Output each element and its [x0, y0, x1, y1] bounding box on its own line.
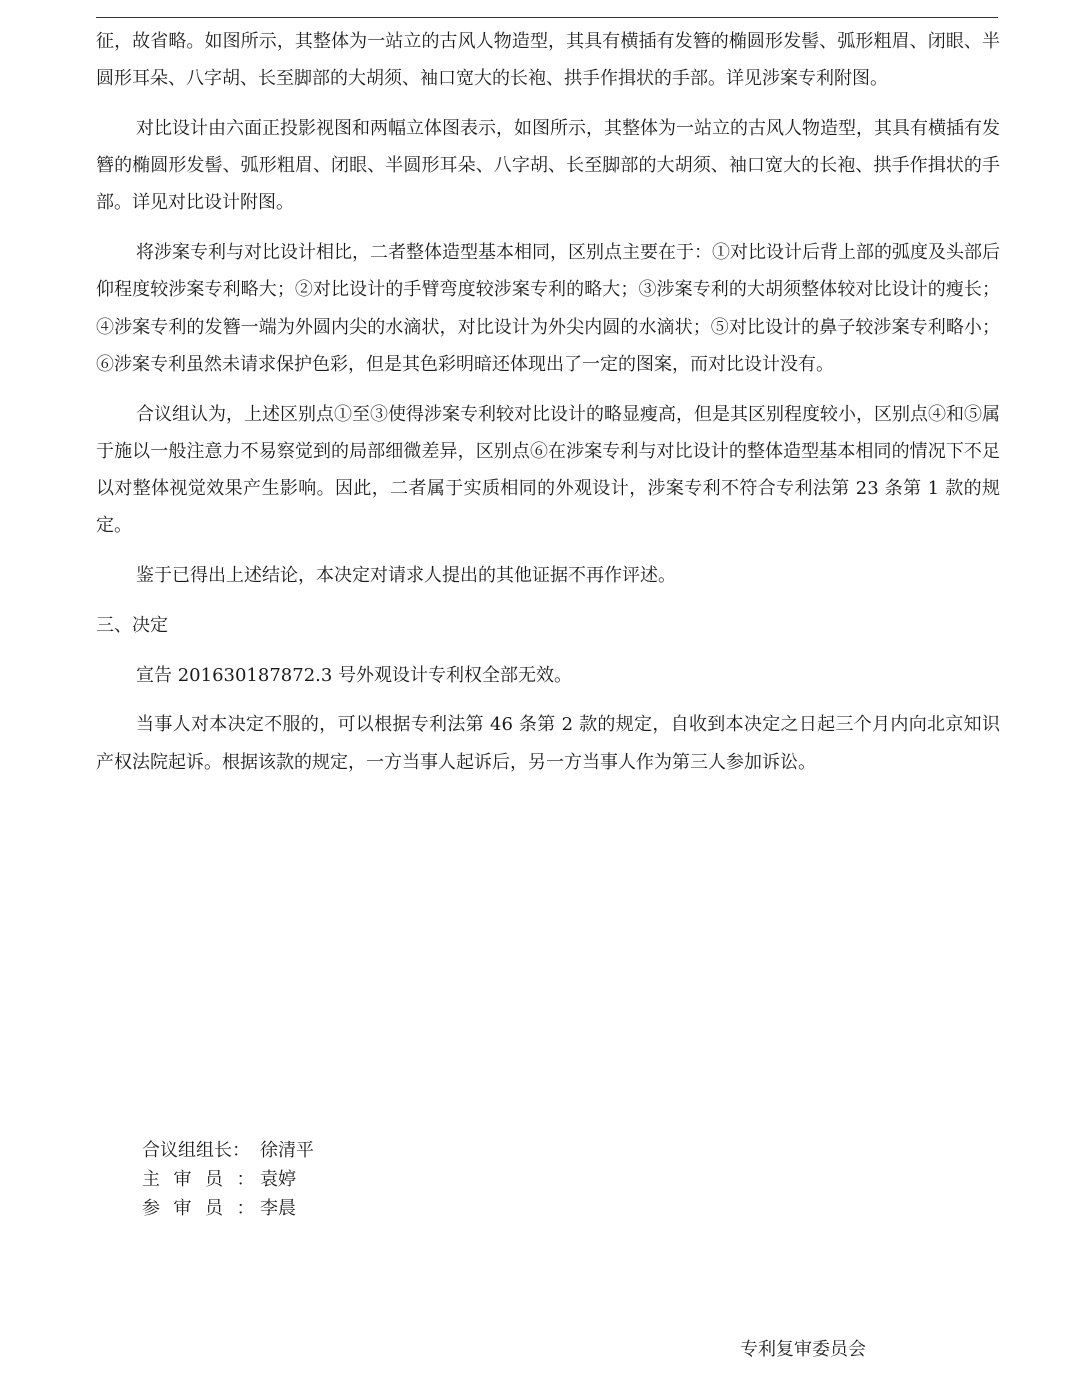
- signature-row-chief-examiner: [142, 1165, 314, 1194]
- signature-row-chair: [142, 1136, 314, 1165]
- paragraph-panel-opinion: 合议组认为，上述区别点①至③使得涉案专利较对比设计的略显瘦高，但是其区别程度较小，区别点④和⑤属于施以一般注意力不易察觉到的局部细微差异，区别点⑥在涉案专利与对比设计的整体造型基本相同的情况下不足以对整体视觉效果产生影响。因此，二者属于实质相同的外观设计，涉案专利不符合专利法第 23 条第 1 款的规定。: [96, 403, 1000, 537]
- paragraph-appeal-notice: 当事人对本决定不服的，可以根据专利法第 46 条第 2 款的规定，自收到本决定之日起三个月内向北京知识产权法院起诉。根据该款的规定，一方当事人起诉后，另一方当事人作为第三人参加诉讼。: [96, 714, 1000, 773]
- signature-role: 参审员：: [142, 1198, 268, 1219]
- signature-row-participating-examiner: [142, 1194, 314, 1223]
- signature-name: 袁婷: [260, 1169, 296, 1190]
- issuing-committee: 专利复审委员会: [740, 1339, 866, 1360]
- document-body: [96, 23, 1000, 781]
- signature-name: 李晨: [260, 1198, 296, 1219]
- paragraph-differences: 将涉案专利与对比设计相比，二者整体造型基本相同，区别点主要在于：①对比设计后背上部的弧度及头部后仰程度较涉案专利略大；②对比设计的手臂弯度较涉案专利的略大；③涉案专利的大胡须整体较对比设计的瘦长；④涉案专利的发簪一端为外圆内尖的水滴状，对比设计为外尖内圆的水滴状；⑤对比设计的鼻子较涉案专利略小；⑥涉案专利虽然未请求保护色彩，但是其色彩明暗还体现出了一定的图案，而对比设计没有。: [96, 242, 1000, 375]
- signature-role: 合议组组长：: [142, 1140, 250, 1161]
- top-rule: [96, 17, 998, 18]
- paragraph-comparison-design: 对比设计由六面正投影视图和两幅立体图表示，如图所示，其整体为一站立的古风人物造型，其具有横插有发簪的椭圆形发髻、弧形粗眉、闭眼、半圆形耳朵、八字胡、长至脚部的大胡须、袖口宽大的长袍、拱手作揖状的手部。详见对比设计附图。: [96, 118, 1000, 214]
- signature-role: 主审员：: [142, 1169, 268, 1190]
- signature-block: [142, 1136, 314, 1223]
- paragraph-decision: 宣告 201630187872.3 号外观设计专利权全部无效。: [136, 664, 573, 686]
- signature-name: 徐清平: [260, 1140, 314, 1161]
- paragraph-conclusion-note: 鉴于已得出上述结论，本决定对请求人提出的其他证据不再作评述。: [136, 565, 676, 587]
- paragraph-continuation: 征，故省略。如图所示，其整体为一站立的古风人物造型，其具有横插有发簪的椭圆形发髻、弧形粗眉、闭眼、半圆形耳朵、八字胡、长至脚部的大胡须、袖口宽大的长袍、拱手作揖状的手部。详见涉案专利附图。: [96, 31, 1000, 90]
- section-heading-decision: 三、决定: [96, 614, 168, 636]
